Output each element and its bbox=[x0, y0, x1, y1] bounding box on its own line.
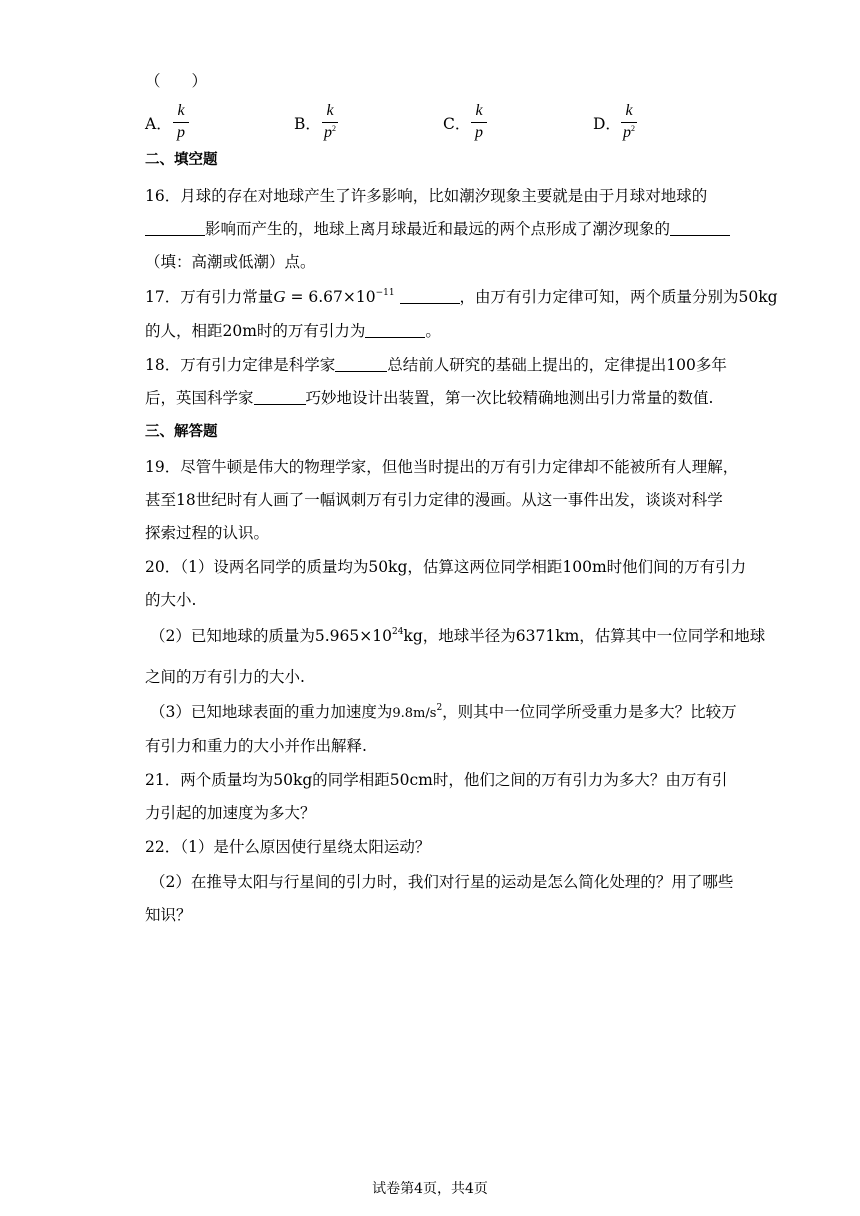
q21-line1: 21．两个质量均为50kg的同学相距50cm时，他们之间的万有引力为多大？由万有引 bbox=[145, 771, 728, 789]
option-d-label: D． bbox=[593, 115, 621, 133]
q16-line3: （填：高潮或低潮）点。 bbox=[145, 253, 316, 271]
q18-blank2[interactable] bbox=[254, 390, 306, 405]
q19-line1: 19．尽管牛顿是伟大的物理学家，但他当时提出的万有引力定律却不能被所有人理解， bbox=[145, 458, 739, 476]
q18-line2: 后，英国科学家 巧妙地设计出装置，第一次比较精确地测出引力常量的数值. bbox=[145, 389, 714, 407]
q19-line2: 甚至18世纪时有人画了一幅讽刺万有引力定律的漫画。从这一事件出发，谈谈对科学 bbox=[145, 491, 723, 509]
q17-blank2[interactable] bbox=[365, 323, 425, 338]
gravitational-constant-symbol: G bbox=[273, 287, 286, 306]
option-b-fraction: k $p^2$ bbox=[324, 102, 336, 141]
q17-blank1[interactable] bbox=[400, 289, 460, 304]
q22-line1: 22．（1）是什么原因使行星绕太阳运动？ bbox=[145, 838, 431, 856]
q21-line2: 力引起的加速度为多大？ bbox=[145, 804, 316, 822]
q16-line2: 影响而产生的，地球上离月球最近和最远的两个点形成了潮汐现象的 bbox=[145, 218, 730, 240]
section-heading-answer: 三、解答题 bbox=[145, 424, 218, 440]
option-a-fraction: k p bbox=[173, 102, 189, 142]
option-a-label: A． bbox=[145, 115, 172, 133]
q20-part3-line2: 有引力和重力的大小并作出解释. bbox=[145, 737, 367, 755]
option-c-label: C． bbox=[443, 115, 471, 133]
page-footer: 试卷第4页，共4页 bbox=[372, 1181, 488, 1197]
q17-line1: 17．万有引力常量$G = 6.67\times 10^{-11}$ ，由万有引力定律可知，两个质量分别为50kg bbox=[145, 287, 778, 306]
option-c-fraction: k p bbox=[471, 102, 487, 142]
q20-line2: 的大小. bbox=[145, 591, 197, 609]
q20-part2-line2: 之间的万有引力的大小. bbox=[145, 668, 305, 686]
q16-line1: 16．月球的存在对地球产生了许多影响，比如潮汐现象主要就是由于月球对地球的 bbox=[145, 187, 708, 205]
q18-line1: 18．万有引力定律是科学家 总结前人研究的基础上提出的，定律提出100多年 bbox=[145, 356, 727, 374]
option-d-fraction: k $p^2$ bbox=[623, 102, 635, 141]
q22-part2-line2: 知识？ bbox=[145, 906, 192, 924]
q18-blank1[interactable] bbox=[335, 357, 387, 372]
q17-line2: 的人，相距20m时的万有引力为 。 bbox=[145, 322, 441, 340]
q19-line3: 探索过程的认识。 bbox=[145, 524, 270, 542]
answer-bracket: （ ） bbox=[145, 72, 208, 90]
q20-part2-line1: （2）已知地球的质量为$5.965\times 10^{24}kg$，地球半径为6371km，估算其中一位同学和地球 bbox=[150, 627, 766, 645]
q16-blank2[interactable] bbox=[670, 221, 730, 236]
option-b-label: B． bbox=[294, 115, 321, 133]
section-heading-fill-in: 二、填空题 bbox=[145, 152, 218, 168]
q22-part2-line1: （2）在推导太阳与行星间的引力时，我们对行星的运动是怎么简化处理的？用了哪些 bbox=[150, 873, 734, 891]
q16-blank1[interactable] bbox=[145, 221, 205, 236]
q20-part3-line1: （3）已知地球表面的重力加速度为$9.8m/s^2$，则其中一位同学所受重力是多大？比较万 bbox=[150, 703, 737, 721]
q20-line1: 20．（1）设两名同学的质量均为50kg，估算这两位同学相距100m时他们间的万有引力 bbox=[145, 558, 747, 576]
